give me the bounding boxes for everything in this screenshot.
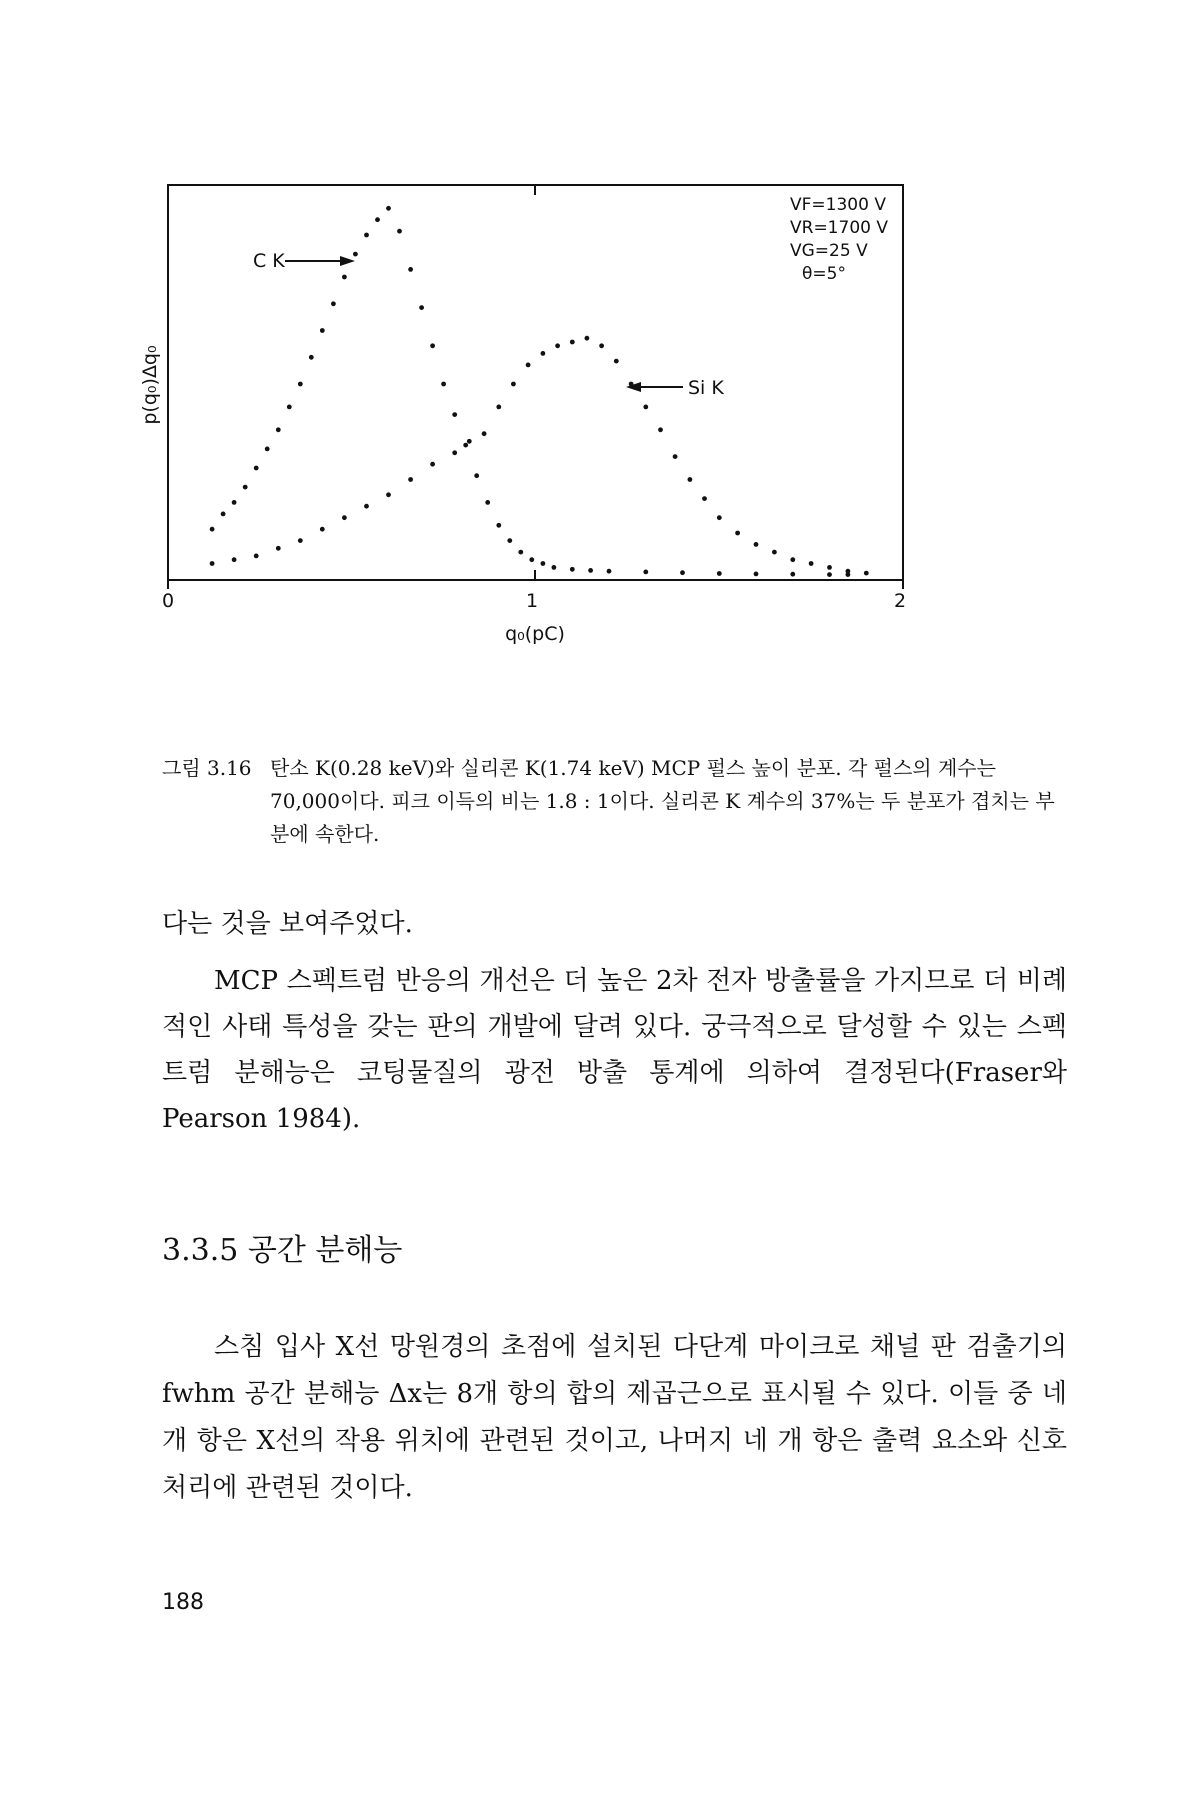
point-ck-20 — [430, 343, 435, 348]
y-axis-label: p(q₀)Δq₀ — [139, 345, 161, 425]
point-ck-36 — [680, 570, 685, 575]
point-sik-10 — [430, 462, 435, 467]
point-ck-37 — [717, 571, 722, 576]
point-ck-22 — [452, 412, 457, 417]
page-number: 188 — [162, 1590, 204, 1615]
point-ck-14 — [364, 233, 369, 238]
series-sik — [210, 336, 869, 576]
point-sik-37 — [864, 571, 869, 576]
paragraph-spectral-response: MCP 스펙트럼 반응의 개선은 더 높은 2차 전자 방출률을 가지므로 더 비례적인 사태 특성을 갖는 판의 개발에 달려 있다. 궁극적으로 달성할 수 있는 스펙트럼 분해능은 코팅물질의 광전 방출 통계에 의하여 결정된다(Fraser와 Pearson 1984). — [162, 966, 1067, 1134]
point-ck-4 — [254, 466, 259, 471]
point-ck-29 — [529, 557, 534, 562]
point-ck-12 — [342, 275, 347, 280]
point-ck-5 — [265, 447, 270, 452]
point-ck-9 — [309, 355, 314, 360]
point-sik-17 — [541, 351, 546, 356]
point-sik-4 — [298, 538, 303, 543]
point-sik-9 — [408, 477, 413, 482]
point-ck-0 — [210, 527, 215, 532]
point-ck-32 — [570, 567, 575, 572]
point-sik-33 — [790, 557, 795, 562]
point-ck-33 — [588, 568, 593, 573]
point-ck-7 — [287, 405, 292, 410]
point-sik-15 — [511, 382, 516, 387]
point-sik-34 — [809, 561, 814, 566]
point-ck-16 — [386, 206, 391, 211]
point-sik-3 — [276, 546, 281, 551]
point-sik-11 — [452, 450, 457, 455]
caption-text: 탄소 K(0.28 keV)와 실리콘 K(1.74 keV) MCP 펄스 높이 분포. 각 펄스의 계수는 70,000이다. 피크 이득의 비는 1.8 : 1이다. 실리콘 K 계수의 37%는 두 분포가 겹치는 부분에 속한다. — [270, 756, 1055, 846]
point-sik-16 — [526, 363, 531, 368]
point-ck-13 — [353, 252, 358, 257]
point-sik-2 — [254, 554, 259, 559]
x-axis-label: q₀(pC) — [505, 623, 565, 645]
point-sik-36 — [846, 569, 851, 574]
point-ck-30 — [541, 561, 546, 566]
sik-arrow-head — [626, 382, 641, 392]
point-sik-24 — [643, 405, 648, 410]
point-ck-1 — [221, 512, 226, 517]
x-tick-label-1: 1 — [525, 590, 539, 612]
point-sik-6 — [342, 515, 347, 520]
point-sik-26 — [673, 454, 678, 459]
x-tick-label-0: 0 — [161, 590, 175, 612]
figure-caption — [162, 752, 1067, 851]
point-sik-30 — [735, 531, 740, 536]
point-sik-29 — [717, 515, 722, 520]
param-vr: VR=1700 V — [790, 218, 888, 238]
point-sik-0 — [210, 561, 215, 566]
point-sik-22 — [614, 359, 619, 364]
point-ck-6 — [276, 427, 281, 432]
point-sik-27 — [688, 477, 693, 482]
point-ck-17 — [397, 229, 402, 234]
point-sik-14 — [496, 405, 501, 410]
point-ck-27 — [507, 538, 512, 543]
param-vg: VG=25 V — [790, 241, 868, 261]
param-theta: θ=5° — [802, 264, 846, 284]
point-ck-8 — [298, 382, 303, 387]
x-tick-label-2: 2 — [893, 590, 907, 612]
point-sik-1 — [232, 557, 237, 562]
point-ck-19 — [419, 305, 424, 310]
point-sik-7 — [364, 504, 369, 509]
point-ck-24 — [474, 473, 479, 478]
paragraph-spatial-resolution: 스침 입사 X선 망원경의 초점에 설치된 다단계 마이크로 채널 판 검출기의 fwhm 공간 분해능 Δx는 8개 항의 합의 제곱근으로 표시될 수 있다. 이들 중 네 개 항은 X선의 작용 위치에 관련된 것이고, 나머지 네 개 항은 출력 요소와 신호처리에 관련된 것이다. — [162, 1332, 1067, 1503]
point-ck-23 — [463, 443, 468, 448]
point-sik-20 — [585, 336, 590, 341]
point-sik-8 — [386, 492, 391, 497]
pulse-height-chart — [139, 175, 1070, 735]
point-ck-25 — [485, 500, 490, 505]
point-ck-38 — [754, 572, 759, 577]
point-ck-15 — [375, 217, 380, 222]
point-ck-18 — [408, 267, 413, 272]
point-sik-5 — [320, 527, 325, 532]
figure-3-16 — [139, 175, 1070, 735]
point-sik-28 — [702, 496, 707, 501]
point-sik-18 — [555, 343, 560, 348]
point-ck-39 — [790, 572, 795, 577]
point-sik-32 — [772, 550, 777, 555]
point-ck-11 — [331, 301, 336, 306]
point-ck-21 — [441, 382, 446, 387]
caption-number: 그림 3.16 — [162, 756, 252, 780]
point-sik-31 — [754, 542, 759, 547]
point-ck-26 — [496, 523, 501, 528]
sik-label: Si K — [688, 377, 724, 399]
point-ck-35 — [643, 570, 648, 575]
point-ck-28 — [518, 550, 523, 555]
point-ck-31 — [552, 565, 557, 570]
ck-arrow-head — [340, 256, 355, 266]
point-sik-25 — [658, 427, 663, 432]
ck-label: C K — [253, 250, 285, 272]
param-vf: VF=1300 V — [790, 195, 886, 215]
point-sik-12 — [467, 439, 472, 444]
point-ck-34 — [607, 569, 612, 574]
point-ck-2 — [232, 500, 237, 505]
point-sik-19 — [570, 340, 575, 345]
section-heading: 3.3.5 공간 분해능 — [162, 1233, 403, 1268]
point-ck-10 — [320, 328, 325, 333]
point-sik-13 — [482, 431, 487, 436]
point-sik-21 — [599, 343, 604, 348]
point-ck-40 — [827, 572, 832, 577]
point-sik-35 — [827, 565, 832, 570]
continuation-line: 다는 것을 보여주었다. — [162, 909, 413, 939]
point-sik-23 — [629, 382, 634, 387]
point-ck-3 — [243, 485, 248, 490]
